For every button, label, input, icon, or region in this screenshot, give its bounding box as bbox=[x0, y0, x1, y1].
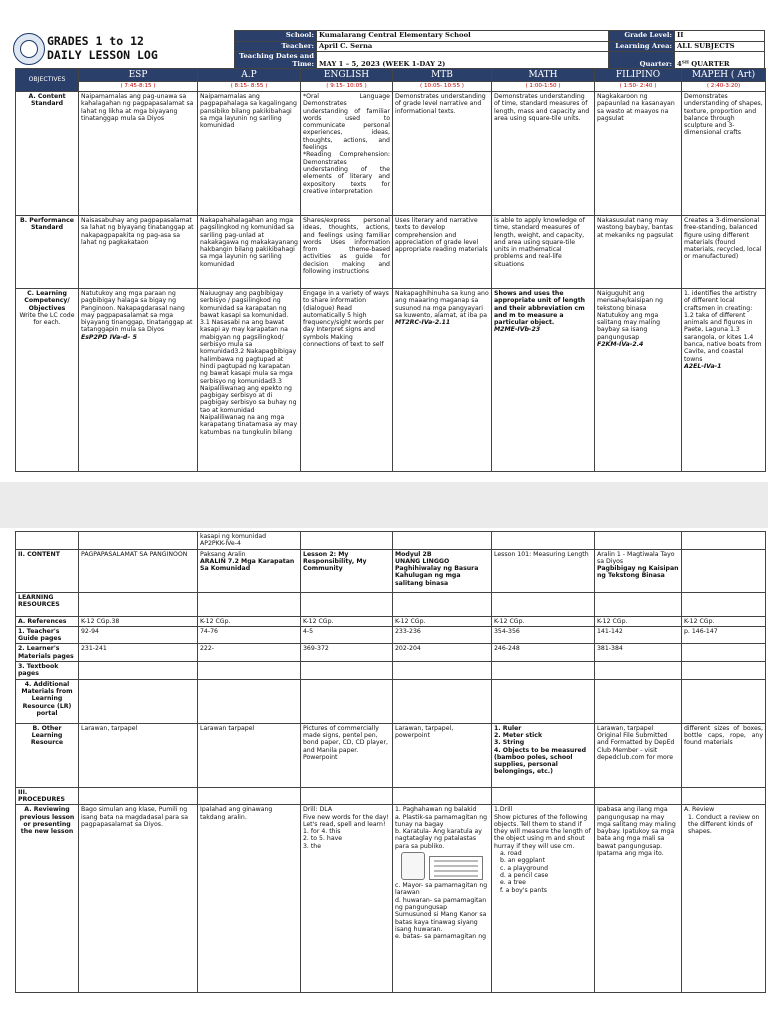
doc-title-line2: DAILY LESSON LOG bbox=[47, 48, 158, 62]
competency-label: C. Learning Competency/ Objectives bbox=[24, 290, 70, 312]
rev-ap: Ipalahad ang ginawang takdang aralin. bbox=[198, 805, 301, 993]
subject-english: ENGLISH bbox=[301, 69, 393, 82]
deped-seal-icon bbox=[13, 33, 45, 65]
content-ap: Paksang Aralin ARALIN 7.2 Mga Karapatan Sa Komunidad bbox=[198, 549, 301, 592]
content-filipino: Aralin 1 - Magtiwala Tayo sa Diyos Pagbibigay ng Kaisipan ng Tekstong Binasa bbox=[595, 549, 682, 592]
teacher-label: Teacher: bbox=[235, 41, 317, 52]
performance-standard-row bbox=[16, 216, 766, 289]
cs-filipino: Nagkakaroon ng papaunlad na kasanayan sa wasto at maayos na pagsulat bbox=[595, 92, 682, 216]
competency-label-cell bbox=[16, 289, 79, 472]
learning-resources-row bbox=[16, 592, 766, 616]
lm-english: 369-372 bbox=[301, 644, 393, 662]
tg-mtb: 233-236 bbox=[393, 626, 492, 644]
area-value: ALL SUBJECTS bbox=[675, 41, 765, 52]
cs-esp: Naipamamalas ang pag-unawa sa kahalagahan ng pagpapasalamat sa lahat ng likha at mga biyayang tinatanggap mula sa Diyos bbox=[79, 92, 198, 216]
ps-ap: Nakapahahalagahan ang mga pagsilingkod ng komunidad sa sariling pag-unlad at nakakagawa ng makakayanang hakbangin bilang pakikibahagi sa mga layunin ng sariling komunidad bbox=[198, 216, 301, 289]
ref-math: K-12 CGp. bbox=[492, 616, 595, 626]
lm-label: 2. Learner's Materials pages bbox=[16, 644, 79, 662]
or-english: Pictures of commercially made signs, pentel pen, bond paper, CD, CD player, and Manila paper. Powerpoint bbox=[301, 723, 393, 787]
cs-mapeh: Demonstrates understanding of shapes, texture, proportion and balance through sculpture and 3-dimensional crafts bbox=[682, 92, 766, 216]
subject-math: MATH bbox=[492, 69, 595, 82]
grade-value: II bbox=[675, 31, 765, 42]
tg-esp: 92-94 bbox=[79, 626, 198, 644]
lm-ap: 222- bbox=[198, 644, 301, 662]
math-item: f. a boy's pants bbox=[500, 886, 547, 894]
content-math: Lesson 101: Measuring Length bbox=[492, 549, 595, 592]
area-label: Learning Area: bbox=[609, 41, 675, 52]
time-ap: ( 8:15- 8:55 ) bbox=[198, 82, 301, 92]
math-item: e. a tree bbox=[500, 879, 526, 887]
math-item: c. a playground bbox=[500, 864, 549, 872]
lc-esp-code: EsP2PD IVa-d– 5 bbox=[81, 333, 137, 341]
lm-math: 246-248 bbox=[492, 644, 595, 662]
rev-esp: Bago simulan ang klase, Pumili ng isang bata na magdadasal para sa pagpapasalamat sa Diyos. bbox=[79, 805, 198, 993]
content-standard-row bbox=[16, 92, 766, 216]
reviewing-label: A. Reviewing previous lesson or presenting the new lesson bbox=[16, 805, 79, 993]
lc-english: Engage in a variety of ways to share information (dialogue) Read automatically 5 high frequency/sight words per day Interpret signs and symbols Making connections of text to self bbox=[301, 289, 393, 472]
time-english: ( 9:15- 10:05 ) bbox=[301, 82, 393, 92]
textbook-label: 3. Textbook pages bbox=[16, 662, 79, 680]
doc-title-line1: GRADES 1 to 12 bbox=[47, 34, 144, 48]
content-esp: PAGPAPASALAMAT SA PANGINOON bbox=[79, 549, 198, 592]
or-esp: Larawan, tarpapel bbox=[79, 723, 198, 787]
rev-mapeh: A. Review 1. Conduct a review on the different kinds of shapes. bbox=[682, 805, 766, 993]
page-1 bbox=[0, 0, 768, 482]
page-2 bbox=[0, 528, 768, 1024]
ref-mtb: K-12 CGp. bbox=[393, 616, 492, 626]
rev-english: Drill: DLA Five new words for the day! Let's read, spell and learn! 1. for 4. this 2. to 5. have 3. the bbox=[301, 805, 393, 993]
subject-ap: A.P bbox=[198, 69, 301, 82]
content-procedures-table bbox=[15, 531, 766, 993]
subject-mtb: MTB bbox=[393, 69, 492, 82]
tg-english: 4-5 bbox=[301, 626, 393, 644]
time-math: ( 1:00-1:50 ) bbox=[492, 82, 595, 92]
tg-ap: 74-76 bbox=[198, 626, 301, 644]
competency-row bbox=[16, 289, 766, 472]
lc-math-code: M2ME-IVb-23 bbox=[494, 326, 541, 334]
dates-value: MAY 1 – 5, 2023 (WEEK 1-DAY 2) bbox=[317, 52, 609, 70]
time-mapeh: ( 2:40-3:20) bbox=[682, 82, 766, 92]
content-mtb: Modyul 2B UNANG LINGGO Paghihiwalay ng Basura Kahulugan ng mga salitang binasa bbox=[393, 549, 492, 592]
learning-resources-label: LEARNING RESOURCES bbox=[16, 592, 79, 616]
time-esp: ( 7:45-8:15 ) bbox=[79, 82, 198, 92]
lm-row bbox=[16, 644, 766, 662]
carryover-row bbox=[16, 532, 766, 550]
ps-english: Shares/express personal ideas, thoughts, actions, and feelings using familiar words Uses information from theme-based activities as guide for decision making and following instructions bbox=[301, 216, 393, 289]
ps-math: is able to apply knowledge of time, standard measures of length, weight, and capacity, and area using square-tile units in mathematical problems and real-life situations bbox=[492, 216, 595, 289]
cs-mtb: Demonstrates understanding of grade level narrative and informational texts. bbox=[393, 92, 492, 216]
sign-illustration bbox=[395, 852, 483, 880]
person-illustration bbox=[401, 852, 425, 880]
rev-math: 1.Drill Show pictures of the following objects. Tell them to stand if they will measure the length of the object using m and shout hurray if they will use cm. a. road b. an eggplant c. a playground d. a pencil case e. a tree f. a boy's pants bbox=[492, 805, 595, 993]
other-resources-label: B. Other Learning Resource bbox=[16, 723, 79, 787]
objectives-label: OBJECTIVES bbox=[16, 69, 79, 92]
signboard-illustration bbox=[429, 856, 483, 880]
lc-ap: Naiuugnay ang pagbibigay serbisyo / pagsilingkod ng komunidad sa karapatan ng bawat kasapi sa komunidad. 3.1 Nasasabi na ang bawat kasapi ay may karapatan na mabigyan ng pagsilingkod/ serbisyo mula sa komunidad3.2 Nakapagbibigay halimbawa ng pagtupad at hindi pagtupad ng karapatan ng bawat kasapi mula sa mga serbisyo ng komunidad3.3 Naipaliliwanag ang epekto ng pagbigay serbisyo at di pagbigay serbisyo sa buhay ng tao at komunidad Naipaliliwanag na ang mga karapatang tinatamasa ay may katumbas na tungkulin bilang bbox=[198, 289, 301, 472]
lc-mtb: Nakapaghihinuha sa kung ano ang maaaring maganap sa susunod na mga pangyayari sa kuwento, alamat, at iba pa MT2RC-IVa-2.11 bbox=[393, 289, 492, 472]
quarter-value: 4ᵀᴴ QUARTER bbox=[675, 52, 765, 70]
tg-filipino: 141-142 bbox=[595, 626, 682, 644]
or-math: 1. Ruler 2. Meter stick 3. String 4. Objects to be measured (bamboo poles, school supplies, personal belongings, etc.) bbox=[492, 723, 595, 787]
header-info-table bbox=[234, 30, 765, 70]
tg-row bbox=[16, 626, 766, 644]
lc-math: Shows and uses the appropriate unit of length and their abbreviation cm and m to measure a particular object. M2ME-IVb-23 bbox=[492, 289, 595, 472]
content-row bbox=[16, 549, 766, 592]
reviewing-row bbox=[16, 805, 766, 993]
math-item: b. an eggplant bbox=[500, 857, 545, 865]
or-ap: Larawan tarpapel bbox=[198, 723, 301, 787]
school-label: School: bbox=[235, 31, 317, 42]
ref-mapeh: K-12 CGp. bbox=[682, 616, 766, 626]
dates-label: Teaching Dates and Time: bbox=[235, 52, 317, 70]
references-label: A. References bbox=[16, 616, 79, 626]
tg-math: 354-356 bbox=[492, 626, 595, 644]
ref-filipino: K-12 CGp. bbox=[595, 616, 682, 626]
lc-mtb-code: MT2RC-IVa-2.11 bbox=[395, 319, 451, 327]
other-resources-row bbox=[16, 723, 766, 787]
ref-esp: K-12 CGp.38 bbox=[79, 616, 198, 626]
lm-esp: 231-241 bbox=[79, 644, 198, 662]
subject-mapeh: MAPEH ( Art) bbox=[682, 69, 766, 82]
cs-ap: Naipamamalas ang pagpapahalaga sa kagalingang pansibiko bilang pakikibahagi sa mga layunin ng sariling komunidad bbox=[198, 92, 301, 216]
ps-esp: Naisasabuhay ang pagpapasalamat sa lahat ng biyayang tinatanggap at nakapagpapakita ng pag-asa sa lahat ng pagkakataon bbox=[79, 216, 198, 289]
ref-ap: K-12 CGp. bbox=[198, 616, 301, 626]
references-row bbox=[16, 616, 766, 626]
lc-mapeh-code: A2EL-IVa-1 bbox=[684, 362, 722, 370]
or-mapeh: different sizes of boxes, bottle caps, rope, any found materials bbox=[682, 723, 766, 787]
or-mtb: Larawan, tarpapel, powerpoint bbox=[393, 723, 492, 787]
time-mtb: ( 10:05- 10:55 ) bbox=[393, 82, 492, 92]
content-english: Lesson 2: My Responsibility, My Community bbox=[301, 549, 393, 592]
subject-filipino: FILIPINO bbox=[595, 69, 682, 82]
quarter-label: Quarter: bbox=[609, 52, 675, 70]
ps-mapeh: Creates a 3-dimensional free-standing, balanced figure using different materials (found materials, recycled, local or manufactured) bbox=[682, 216, 766, 289]
additional-label: 4. Additional Materials from Learning Resource (LR) portal bbox=[16, 679, 79, 723]
additional-row bbox=[16, 679, 766, 723]
or-filipino: Larawan, tarpapel Original File Submitted and Formatted by DepEd Club Member - visit depedclub.com for more bbox=[595, 723, 682, 787]
cs-english: *Oral Language Demonstrates understanding of familiar words used to communicate personal experiences, ideas, thoughts, actions, and feelings *Reading Comprehension: Demonstrates understanding of the elements of literary and expository texts for creative interpretation bbox=[301, 92, 393, 216]
lc-esp: Natutukoy ang mga paraan ng pagbibigay halaga sa bigay ng Panginoon. Nakapagdarasal nang may pagpapasalamat sa mga biyayang tinanggap, tinatanggap at tatanggapin mula sa Diyos EsP2PD IVa-d– 5 bbox=[79, 289, 198, 472]
procedures-row bbox=[16, 787, 766, 805]
page-separator bbox=[0, 482, 768, 528]
lc-mapeh: 1. identifies the artistry of different local craftsmen in creating: 1.2 taka of different animals and figures in Paete, Laguna 1.3 sarangola, or kites 1.4 banca, native boats from Cavite, and coastal towns A2EL-IVa-1 bbox=[682, 289, 766, 472]
math-item: d. a pencil case bbox=[500, 871, 549, 879]
lc-filipino-code: F2KM-IVa-2.4 bbox=[597, 341, 644, 349]
school-value: Kumalarang Central Elementary School bbox=[317, 31, 609, 42]
rev-filipino: Ipabasa ang ilang mga pangungusap na may mga salitang may maling baybay. Ipatukoy sa mga bata ang mga mali sa bawat pangungusap. Ipatama ang mga ito. bbox=[595, 805, 682, 993]
teacher-value: April C. Serna bbox=[317, 41, 609, 52]
subject-esp: ESP bbox=[79, 69, 198, 82]
ps-mtb: Uses literary and narrative texts to develop comprehension and appreciation of grade level appropriate reading materials bbox=[393, 216, 492, 289]
objectives-table bbox=[15, 68, 766, 472]
lm-mtb: 202-204 bbox=[393, 644, 492, 662]
tg-mapeh: p. 146-147 bbox=[682, 626, 766, 644]
cs-math: Demonstrates understanding of time, standard measures of length, mass and capacity and area using square-tile units. bbox=[492, 92, 595, 216]
tg-label: 1. Teacher's Guide pages bbox=[16, 626, 79, 644]
grade-label: Grade Level: bbox=[609, 31, 675, 42]
procedures-label: III. PROCEDURES bbox=[16, 787, 79, 805]
content-standard-label: A. Content Standard bbox=[16, 92, 79, 216]
competency-note: Write the LC code for each. bbox=[19, 311, 75, 327]
lm-filipino: 381-384 bbox=[595, 644, 682, 662]
time-filipino: ( 1:50- 2:40 ) bbox=[595, 82, 682, 92]
textbook-row bbox=[16, 662, 766, 680]
lc-filipino: Naiguguhit ang mensahe/kaisipan ng tekstong binasa Natutukoy ang mga salitang may maling baybay sa isang pangungusap F2KM-IVa-2.4 bbox=[595, 289, 682, 472]
content-label: II. CONTENT bbox=[16, 549, 79, 592]
ps-filipino: Nakasusulat nang may wastong baybay, bantas at mekaniks ng pagsulat bbox=[595, 216, 682, 289]
rev-mtb: 1. Paghahawan ng balakid a. Plastik-sa pamamagitan ng tunay na bagay b. Karatula- Ang karatula ay nagtataglay ng patalastas para sa publiko. c. Mayor- sa pamamagitan ng larawan d. huwaran- sa pamamagitan ng pangungusap Sumusunod si Mang Kanor sa batas kaya tinawag siyang isang huwaran. e. batas- sa pamamagitan ng bbox=[393, 805, 492, 993]
math-item: a. road bbox=[500, 850, 522, 858]
carry-ap: kasapi ng komunidad AP2PKK-IVe-4 bbox=[198, 532, 301, 550]
ref-english: K-12 CGp. bbox=[301, 616, 393, 626]
performance-standard-label: B. Performance Standard bbox=[16, 216, 79, 289]
